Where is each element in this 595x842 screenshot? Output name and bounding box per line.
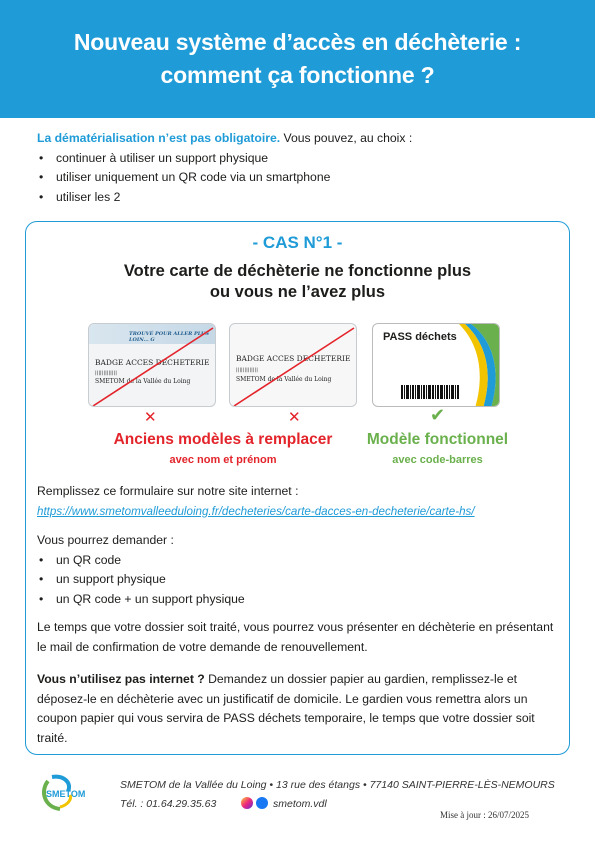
request-intro: Vous pourrez demander : xyxy=(37,533,174,547)
list-item: • continuer à utiliser un support physique xyxy=(37,149,567,169)
old-card-1-title: BADGE ACCES DECHETERIE xyxy=(95,358,210,367)
smetom-logo xyxy=(38,773,108,813)
old-card-2-org: SMETOM de la Vallée du Loing xyxy=(236,376,332,383)
form-intro: Remplissez ce formulaire sur notre site internet : xyxy=(37,484,299,498)
cross-icon: ✕ xyxy=(288,409,301,426)
old-card-2-title: BADGE ACCES DECHETERIE xyxy=(236,354,351,363)
old-card-2-code: ||||||||||||| xyxy=(236,367,258,373)
request-list xyxy=(37,551,560,610)
intro-highlight: La dématérialisation n’est pas obligatoire. xyxy=(37,131,281,145)
footer-address: SMETOM de la Vallée du Loing • 13 rue des étangs • 77140 SAINT-PIERRE-LÈS-NEMOURS xyxy=(120,779,555,791)
case-subtitle-line1: Votre carte de déchèterie ne fonctionne plus xyxy=(123,262,472,280)
request-section xyxy=(37,531,560,609)
case-label: - CAS N°1 - xyxy=(252,233,343,252)
list-item: • un QR code + un support physique xyxy=(37,590,560,610)
footer-phone: Tél. : 01.64.29.35.63 xyxy=(120,798,217,810)
pass-card-title: PASS déchets xyxy=(383,331,457,343)
case-subtitle-line2: ou vous ne l’avez plus xyxy=(209,283,386,301)
barcode-icon xyxy=(401,385,461,405)
social-icons xyxy=(241,797,268,809)
new-model-caption: Modèle fonctionnel xyxy=(366,431,509,448)
page-title-line2: comment ça fonctionne ? xyxy=(160,62,435,88)
waiting-paragraph: Le temps que votre dossier soit traité, vous pourrez vous présenter en déchèterie en présentant le mail de confirmation de votre demande de renouvellement. xyxy=(37,620,554,654)
list-item: • utiliser uniquement un QR code via un smartphone xyxy=(37,168,567,188)
old-card-2 xyxy=(229,323,357,407)
cross-icon: ✕ xyxy=(144,409,157,426)
header-banner xyxy=(0,0,595,118)
old-card-1-org: SMETOM de la Vallée du Loing xyxy=(95,378,191,385)
old-card-1-header: TROUVÉ POUR ALLER PLUS LOIN... G xyxy=(129,331,209,343)
no-internet-question: Vous n’utilisez pas internet ? xyxy=(37,672,205,686)
old-models-subcaption: avec nom et prénom xyxy=(169,454,277,466)
social-handle: smetom.vdl xyxy=(273,798,327,810)
no-internet-text: Demandez un dossier papier au gardien, remplissez-le et déposez-le en déchèterie avec un justificatif de domicile. Le gardien vous remettra alors un coupon papier qui vous servira de PASS déchets temporaire, le temps que votre dossier soit traité. xyxy=(37,672,535,745)
old-card-1-code: ||||||||||||| xyxy=(95,370,117,376)
update-date: Mise à jour : 26/07/2025 xyxy=(440,810,529,820)
case-subtitle xyxy=(25,261,570,303)
intro-rest: Vous pouvez, au choix : xyxy=(280,131,413,145)
pass-dechets-card xyxy=(372,323,500,407)
intro-sentence xyxy=(37,129,567,149)
list-item: • un QR code xyxy=(37,551,560,571)
strike-through-icon xyxy=(230,324,357,407)
new-model-subcaption: avec code-barres xyxy=(392,454,483,466)
no-internet-paragraph xyxy=(37,670,560,748)
old-card-1 xyxy=(88,323,216,407)
check-icon: ✔ xyxy=(430,405,446,425)
list-item: • utiliser les 2 xyxy=(37,188,567,208)
intro-section xyxy=(37,129,567,207)
intro-options-list xyxy=(37,149,567,208)
list-item: • un support physique xyxy=(37,570,560,590)
page-title-line1: Nouveau système d’accès en déchèterie : xyxy=(73,29,522,55)
instagram-icon[interactable] xyxy=(241,797,253,809)
strike-through-icon xyxy=(89,324,216,407)
form-section xyxy=(37,482,560,521)
facebook-icon[interactable] xyxy=(256,797,268,809)
smetom-logo-text: SMETOM xyxy=(46,789,86,799)
form-link[interactable]: https://www.smetomvalleeduloing.fr/decheteries/carte-dacces-en-decheterie/carte-hs/ xyxy=(37,504,475,518)
old-models-caption: Anciens modèles à remplacer xyxy=(113,431,333,448)
